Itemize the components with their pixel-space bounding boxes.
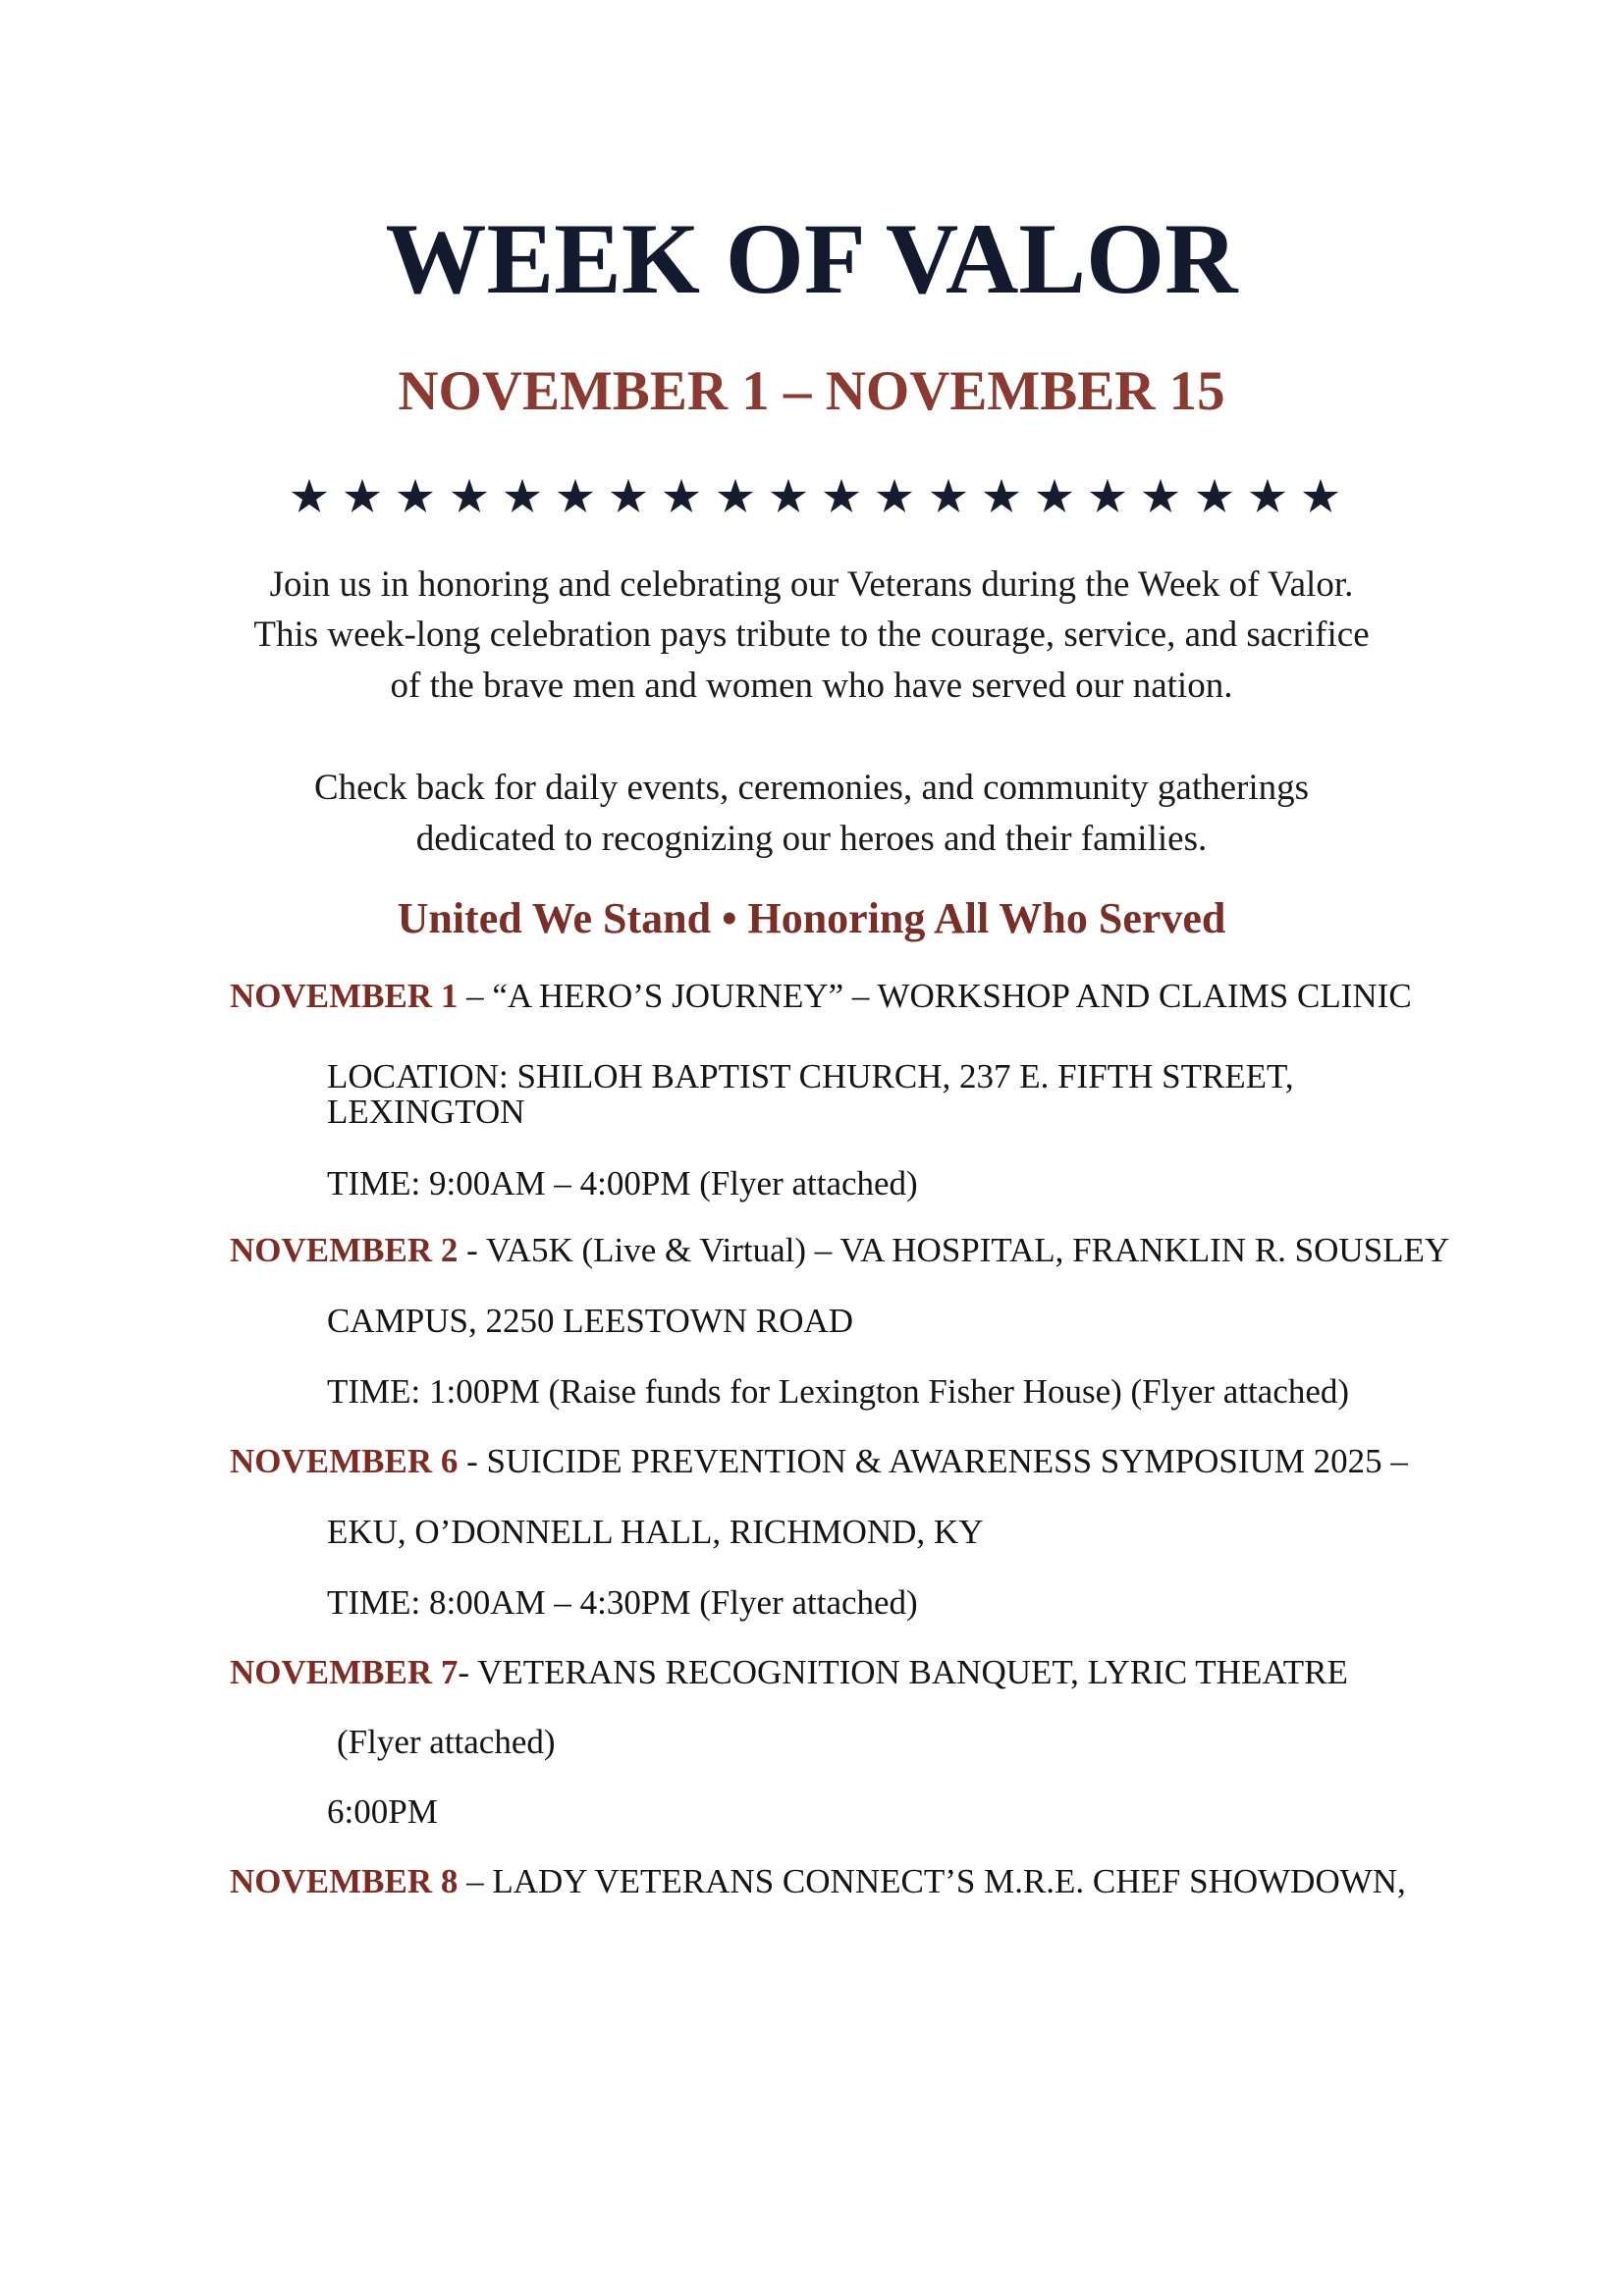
event-detail: EKU, O’DONNELL HALL, RICHMOND, KY bbox=[327, 1513, 984, 1551]
event-detail: LOCATION: SHILOH BAPTIST CHURCH, 237 E. FIFTH STREET, bbox=[327, 1057, 1294, 1095]
star-icon bbox=[1142, 478, 1179, 513]
page-title: WEEK OF VALOR bbox=[385, 203, 1238, 315]
star-icon bbox=[504, 478, 541, 513]
star-icon bbox=[344, 478, 381, 513]
star-icon bbox=[291, 478, 328, 513]
event-title: - VA5K (Live & Virtual) – VA HOSPITAL, FRANKLIN R. SOUSLEY bbox=[458, 1231, 1450, 1269]
event-date: NOVEMBER 1 bbox=[230, 977, 459, 1015]
date-range: NOVEMBER 1 – NOVEMBER 15 bbox=[398, 360, 1225, 422]
star-icon bbox=[397, 478, 434, 513]
event-heading bbox=[230, 1655, 1348, 1689]
star-icon bbox=[1196, 478, 1233, 513]
event-title: – LADY VETERANS CONNECT’S M.R.E. CHEF SHOWDOWN, bbox=[458, 1862, 1406, 1900]
star-icon bbox=[1036, 478, 1073, 513]
star-icon bbox=[451, 478, 488, 513]
event-detail: 6:00PM bbox=[327, 1792, 438, 1831]
star-icon bbox=[663, 478, 700, 513]
intro-line-1: Join us in honoring and celebrating our Veterans during the Week of Valor. bbox=[269, 564, 1354, 605]
event-detail: LEXINGTON bbox=[327, 1093, 525, 1131]
event-date: NOVEMBER 8 bbox=[230, 1862, 459, 1900]
star-icon bbox=[1302, 478, 1339, 513]
event-heading bbox=[230, 979, 1412, 1013]
event-title: – “A HERO’S JOURNEY” – WORKSHOP AND CLAIMS CLINIC bbox=[458, 977, 1412, 1015]
event-title: - SUICIDE PREVENTION & AWARENESS SYMPOSIUM 2025 – bbox=[458, 1442, 1408, 1480]
event-detail: TIME: 1:00PM (Raise funds for Lexington Fisher House) (Flyer attached) bbox=[327, 1372, 1350, 1411]
event-heading bbox=[230, 1864, 1406, 1898]
star-icon bbox=[1089, 478, 1126, 513]
star-icon bbox=[823, 478, 860, 513]
event-detail: (Flyer attached) bbox=[337, 1723, 556, 1761]
star-icon bbox=[717, 478, 754, 513]
event-detail: CAMPUS, 2250 LEESTOWN ROAD bbox=[327, 1302, 854, 1340]
event-detail: TIME: 8:00AM – 4:30PM (Flyer attached) bbox=[327, 1583, 918, 1622]
event-detail: TIME: 9:00AM – 4:00PM (Flyer attached) bbox=[327, 1164, 918, 1202]
star-icon bbox=[930, 478, 967, 513]
event-title: - VETERANS RECOGNITION BANQUET, LYRIC THEATRE bbox=[458, 1653, 1348, 1691]
event-heading bbox=[230, 1444, 1408, 1478]
check-back-line-2: dedicated to recognizing our heroes and their families. bbox=[415, 819, 1208, 859]
star-icon bbox=[557, 478, 594, 513]
star-icon bbox=[876, 478, 913, 513]
intro-line-3: of the brave men and women who have served our nation. bbox=[390, 666, 1233, 706]
star-icon bbox=[610, 478, 647, 513]
motto-heading: United We Stand • Honoring All Who Served bbox=[397, 894, 1226, 942]
star-icon bbox=[983, 478, 1020, 513]
event-heading bbox=[230, 1233, 1449, 1267]
intro-line-2: This week-long celebration pays tribute to the courage, service, and sacrifice bbox=[253, 614, 1370, 655]
star-divider bbox=[0, 478, 1623, 517]
event-date: NOVEMBER 7 bbox=[230, 1653, 459, 1691]
event-date: NOVEMBER 6 bbox=[230, 1442, 459, 1480]
event-date: NOVEMBER 2 bbox=[230, 1231, 459, 1269]
star-icon bbox=[770, 478, 807, 513]
check-back-line-1: Check back for daily events, ceremonies, and community gatherings bbox=[313, 768, 1310, 808]
star-icon bbox=[1249, 478, 1286, 513]
